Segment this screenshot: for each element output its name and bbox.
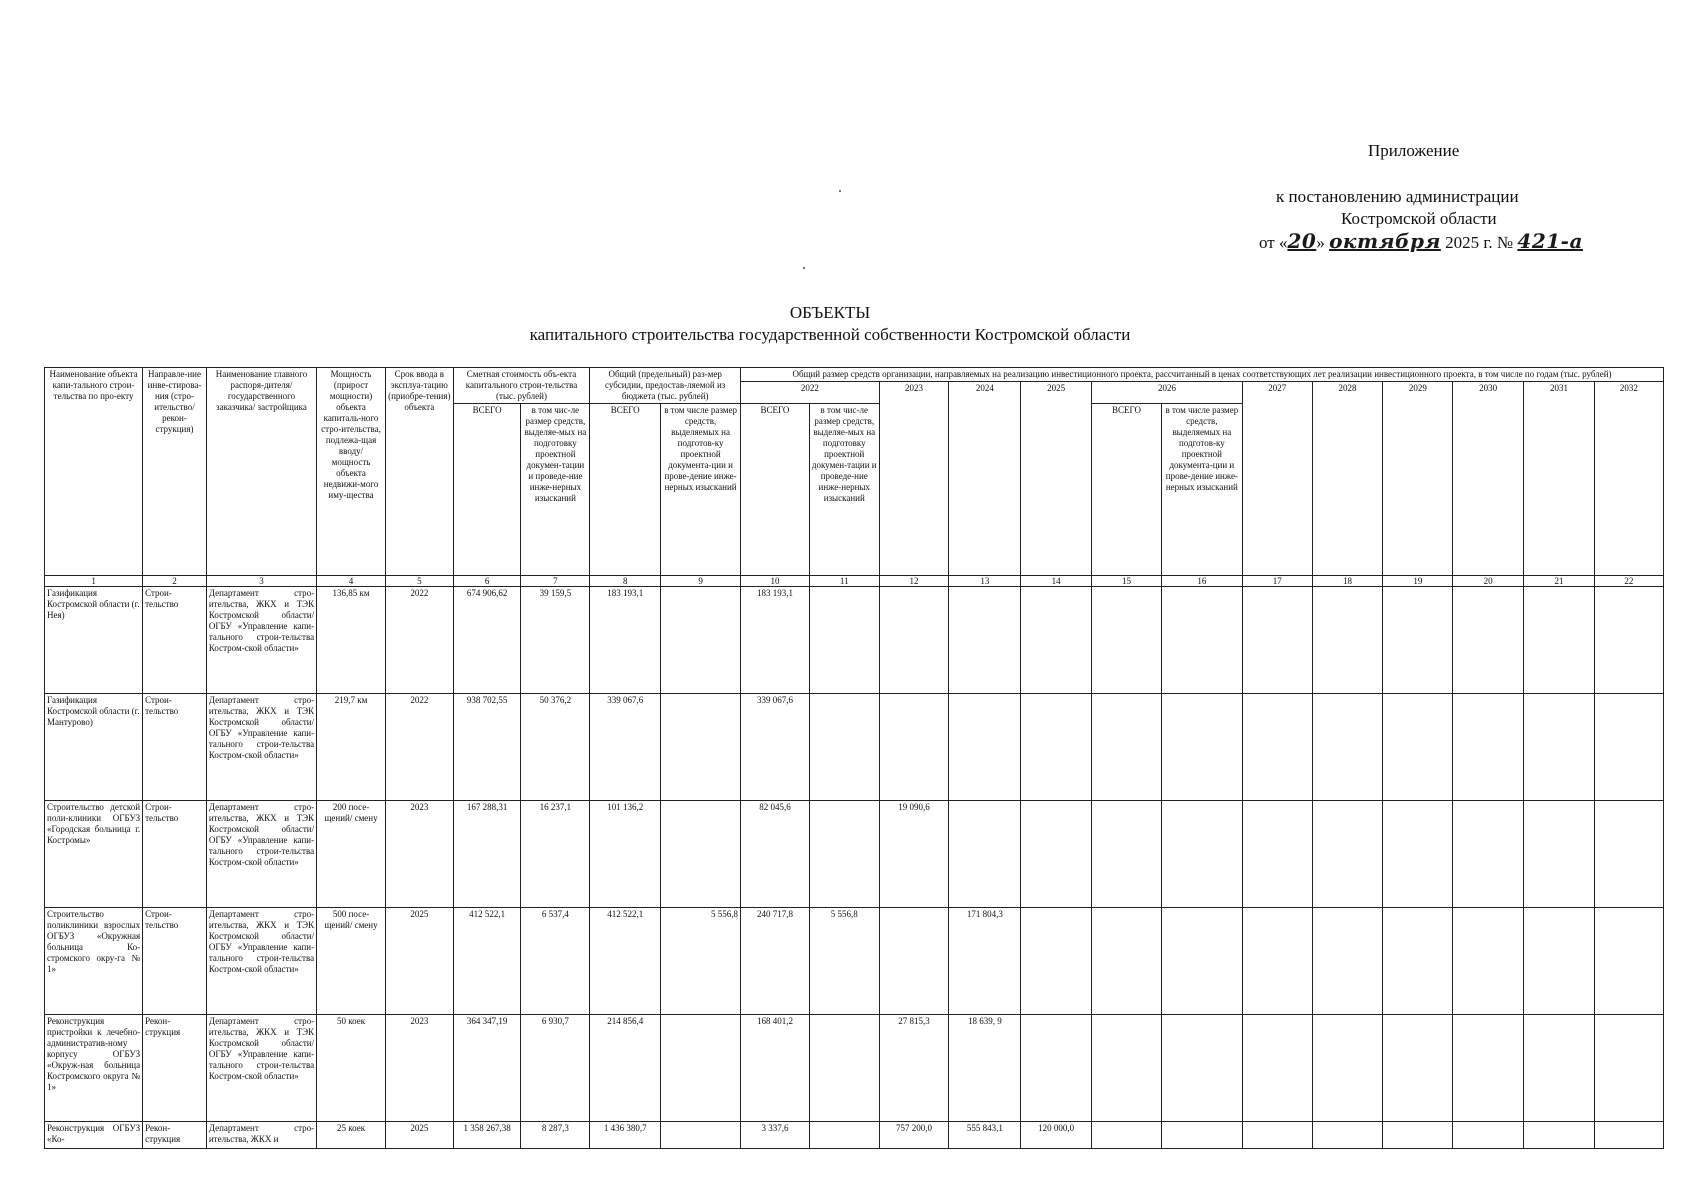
funds-2023 — [879, 694, 949, 801]
scan-speck — [839, 190, 841, 192]
funds-2026-design — [1161, 694, 1242, 801]
col-num: 14 — [1021, 576, 1092, 587]
funds-2027 — [1242, 1015, 1312, 1122]
funds-2030 — [1453, 694, 1524, 801]
table-row — [45, 1015, 1664, 1122]
commissioning-term: 2022 — [385, 694, 453, 801]
manager: Департамент стро-ительства, ЖКХ и — [206, 1122, 316, 1149]
funds-2031 — [1524, 587, 1595, 694]
col-header-term: Срок ввода в эксплуа-тацию (приобре-тения) объекта — [385, 368, 453, 576]
funds-2026 — [1092, 587, 1162, 694]
col-num: 1 — [45, 576, 143, 587]
year-2026: 2026 — [1092, 382, 1243, 404]
col-header-estimate: Сметная стоимость объ-екта капитального строи-тельства (тыс. рублей) — [453, 368, 590, 404]
funds-2029 — [1383, 694, 1453, 801]
year-2027: 2027 — [1242, 382, 1312, 576]
funds-2029 — [1383, 1015, 1453, 1122]
manager: Департамент стро-ительства, ЖКХ и ТЭК Костромской области/ОГБУ «Управление капи-тального строи-тельства Костром-ской области» — [206, 587, 316, 694]
col-num: 10 — [741, 576, 810, 587]
col-num: 8 — [590, 576, 661, 587]
funds-2023: 27 815,3 — [879, 1015, 949, 1122]
subsidy-design — [661, 587, 741, 694]
subsidy-total: 339 067,6 — [590, 694, 661, 801]
estimate-design: 50 376,2 — [521, 694, 590, 801]
estimate-total: 1 358 267,38 — [453, 1122, 521, 1149]
funds-2026 — [1092, 801, 1162, 908]
estimate-total: 674 906,62 — [453, 587, 521, 694]
funds-2028 — [1312, 908, 1383, 1015]
capacity: 500 посе-щений/ смену — [317, 908, 386, 1015]
doc-title: ОБЪЕКТЫ — [789, 303, 871, 322]
funds-2029 — [1383, 587, 1453, 694]
funds-2029 — [1383, 908, 1453, 1015]
y2026-total-header: ВСЕГО — [1092, 404, 1162, 576]
funds-2028 — [1312, 587, 1383, 694]
funds-2029 — [1383, 1122, 1453, 1149]
col-num: 21 — [1524, 576, 1595, 587]
funds-2031 — [1524, 1015, 1595, 1122]
subsidy-total: 412 522,1 — [590, 908, 661, 1015]
estimate-total: 938 702,55 — [453, 694, 521, 801]
funds-2022-design — [809, 587, 879, 694]
funds-2022-design — [809, 1122, 879, 1149]
date-month-handwritten: октября — [1329, 229, 1441, 253]
appendix-date-line — [1259, 230, 1583, 254]
subsidy-total: 214 856,4 — [590, 1015, 661, 1122]
table-row — [45, 1122, 1664, 1149]
funds-2026 — [1092, 694, 1162, 801]
col-header-name: Наименование объекта капи-тального строи-тельства по про-екту — [45, 368, 143, 576]
funds-2023: 757 200,0 — [879, 1122, 949, 1149]
col-header-subsidy: Общий (предельный) раз-мер субсидии, предостав-ляемой из бюджета (тыс. рублей) — [590, 368, 741, 404]
investment-direction: Строи-тельство — [143, 801, 207, 908]
year-2028: 2028 — [1312, 382, 1383, 576]
funds-2028 — [1312, 694, 1383, 801]
subsidy-total: 101 136,2 — [590, 801, 661, 908]
investment-direction: Строи-тельство — [143, 694, 207, 801]
funds-2025 — [1021, 1015, 1092, 1122]
y2022-design-header: в том чис-ле размер средств, выделяе-мых на подготовку проектной докумен-тации и проведе-ние инже-нерных изысканий — [809, 404, 879, 576]
funds-2030 — [1453, 587, 1524, 694]
table-row — [45, 908, 1664, 1015]
funds-2022-design — [809, 1015, 879, 1122]
commissioning-term: 2025 — [385, 908, 453, 1015]
year-2023: 2023 — [879, 382, 949, 576]
funds-2030 — [1453, 801, 1524, 908]
header-row-1 — [45, 368, 1664, 382]
year-2031: 2031 — [1524, 382, 1595, 576]
funds-2022: 339 067,6 — [741, 694, 810, 801]
funds-2027 — [1242, 1122, 1312, 1149]
col-num: 15 — [1092, 576, 1162, 587]
investment-direction: Рекон-струкция — [143, 1122, 207, 1149]
y2022-total-header: ВСЕГО — [741, 404, 810, 576]
funds-2027 — [1242, 694, 1312, 801]
col-num: 3 — [206, 576, 316, 587]
funds-2026-design — [1161, 801, 1242, 908]
estimate-design: 6 930,7 — [521, 1015, 590, 1122]
investment-direction: Рекон-струкция — [143, 1015, 207, 1122]
subsidy-total: 1 436 380,7 — [590, 1122, 661, 1149]
funds-2031 — [1524, 801, 1595, 908]
col-num: 20 — [1453, 576, 1524, 587]
funds-2030 — [1453, 908, 1524, 1015]
capacity: 50 коек — [317, 1015, 386, 1122]
col-num: 6 — [453, 576, 521, 587]
funds-2026 — [1092, 1015, 1162, 1122]
funds-2032 — [1594, 908, 1663, 1015]
funds-2025 — [1021, 801, 1092, 908]
object-name: Реконструкция пристройки к лечебно-административ-ному корпусу ОГБУЗ «Окруж-ная больница Костромского округа № 1» — [45, 1015, 143, 1122]
funds-2026 — [1092, 1122, 1162, 1149]
col-num: 11 — [809, 576, 879, 587]
col-num: 7 — [521, 576, 590, 587]
funds-2022: 3 337,6 — [741, 1122, 810, 1149]
funds-2032 — [1594, 694, 1663, 801]
funds-2024: 555 843,1 — [949, 1122, 1021, 1149]
funds-2022: 183 193,1 — [741, 587, 810, 694]
funds-2025: 120 000,0 — [1021, 1122, 1092, 1149]
funds-2026-design — [1161, 908, 1242, 1015]
funds-2032 — [1594, 1122, 1663, 1149]
year-2022: 2022 — [741, 382, 880, 404]
y2026-design-header: в том числе размер средств, выделяемых на подготов-ку проектной документа-ции и прове-дение инже-нерных изысканий — [1161, 404, 1242, 576]
investment-direction: Строи-тельство — [143, 908, 207, 1015]
funds-2022: 168 401,2 — [741, 1015, 810, 1122]
manager: Департамент стро-ительства, ЖКХ и ТЭК Костромской области/ОГБУ «Управление капи-тального строи-тельства Костром-ской области» — [206, 908, 316, 1015]
estimate-design: 16 237,1 — [521, 801, 590, 908]
capacity: 136,85 км — [317, 587, 386, 694]
sub-design-header: в том числе размер средств, выделяемых на подготов-ку проектной документа-ции и прове-дение инже-нерных изысканий — [661, 404, 741, 576]
commissioning-term: 2023 — [385, 801, 453, 908]
subsidy-design — [661, 1015, 741, 1122]
est-total-header: ВСЕГО — [453, 404, 521, 576]
funds-2022-design: 5 556,8 — [809, 908, 879, 1015]
funds-2030 — [1453, 1015, 1524, 1122]
funds-2028 — [1312, 1015, 1383, 1122]
object-name: Реконструкция ОГБУЗ «Ко- — [45, 1122, 143, 1149]
estimate-design: 8 287,3 — [521, 1122, 590, 1149]
col-num: 16 — [1161, 576, 1242, 587]
commissioning-term: 2025 — [385, 1122, 453, 1149]
date-quote-close: » — [1316, 233, 1325, 252]
col-num: 22 — [1594, 576, 1663, 587]
col-num: 2 — [143, 576, 207, 587]
funds-2032 — [1594, 1015, 1663, 1122]
sub-total-header: ВСЕГО — [590, 404, 661, 576]
funds-2024 — [949, 587, 1021, 694]
funds-2026-design — [1161, 1122, 1242, 1149]
table-row — [45, 587, 1664, 694]
object-name: Строительство поликлиники взрослых ОГБУЗ «Окружная больница Ко-стромского окру-га № 1» — [45, 908, 143, 1015]
estimate-total: 364 347,19 — [453, 1015, 521, 1122]
funds-2022: 82 045,6 — [741, 801, 810, 908]
funds-2028 — [1312, 1122, 1383, 1149]
funds-2031 — [1524, 1122, 1595, 1149]
funds-2032 — [1594, 587, 1663, 694]
funds-2030 — [1453, 1122, 1524, 1149]
date-prefix: от « — [1259, 233, 1288, 252]
subsidy-design: 5 556,8 — [661, 908, 741, 1015]
funds-2023 — [879, 908, 949, 1015]
date-year: 2025 г. № — [1445, 233, 1514, 252]
est-design-header: в том чис-ле размер средств, выделяе-мых на подготовку проектной докумен-тации и проведе-ние инже-нерных изысканий — [521, 404, 590, 576]
objects-table — [44, 367, 1664, 1149]
funds-2032 — [1594, 801, 1663, 908]
funds-2023 — [879, 587, 949, 694]
commissioning-term: 2023 — [385, 1015, 453, 1122]
table-row — [45, 694, 1664, 801]
col-num: 13 — [949, 576, 1021, 587]
col-header-org-funds: Общий размер средств организации, направляемых на реализацию инвестиционного проекта, рассчитанный в ценах соответствующих лет реализации инвестиционного проекта, в том числе по годам (тыс. рублей) — [741, 368, 1664, 382]
manager: Департамент стро-ительства, ЖКХ и ТЭК Костромской области/ОГБУ «Управление капи-тального строи-тельства Костром-ской области» — [206, 694, 316, 801]
manager: Департамент стро-ительства, ЖКХ и ТЭК Костромской области/ОГБУ «Управление капи-тального строи-тельства Костром-ской области» — [206, 801, 316, 908]
funds-2031 — [1524, 908, 1595, 1015]
year-2032: 2032 — [1594, 382, 1663, 576]
col-num: 19 — [1383, 576, 1453, 587]
appendix-line-resolution: к постановлению администрации — [1276, 187, 1519, 206]
subsidy-design — [661, 1122, 741, 1149]
estimate-design: 39 159,5 — [521, 587, 590, 694]
funds-2026-design — [1161, 1015, 1242, 1122]
commissioning-term: 2022 — [385, 587, 453, 694]
estimate-total: 412 522,1 — [453, 908, 521, 1015]
column-number-row — [45, 576, 1664, 587]
funds-2027 — [1242, 908, 1312, 1015]
col-num: 18 — [1312, 576, 1383, 587]
scan-speck — [803, 267, 805, 269]
capacity: 219,7 км — [317, 694, 386, 801]
year-2024: 2024 — [949, 382, 1021, 576]
subsidy-design — [661, 801, 741, 908]
col-header-capacity: Мощность (прирост мощности) объекта капиталь-ного стро-ительства, подлежа-щая вводу/ мощность объекта недвижи-мого иму-щества — [317, 368, 386, 576]
col-header-manager: Наименование главного распоря-дителя/ государственного заказчика/ застройщика — [206, 368, 316, 576]
funds-2024 — [949, 801, 1021, 908]
object-name: Газификация Костромской области (г. Мантурово) — [45, 694, 143, 801]
col-num: 17 — [1242, 576, 1312, 587]
funds-2026-design — [1161, 587, 1242, 694]
year-2029: 2029 — [1383, 382, 1453, 576]
col-header-direction: Направле-ние инве-стирова-ния (стро-ительство/ рекон-струкция) — [143, 368, 207, 576]
table-row — [45, 801, 1664, 908]
object-name: Газификация Костромской области (г. Нея) — [45, 587, 143, 694]
object-name: Строительство детской поли-клиники ОГБУЗ «Городская больница г. Костромы» — [45, 801, 143, 908]
estimate-design: 6 537,4 — [521, 908, 590, 1015]
funds-2025 — [1021, 908, 1092, 1015]
appendix-line-region: Костромской области — [1341, 209, 1497, 228]
investment-direction: Строи-тельство — [143, 587, 207, 694]
funds-2025 — [1021, 694, 1092, 801]
funds-2026 — [1092, 908, 1162, 1015]
funds-2029 — [1383, 801, 1453, 908]
capacity: 200 посе-щений/ смену — [317, 801, 386, 908]
col-num: 9 — [661, 576, 741, 587]
funds-2022: 240 717,8 — [741, 908, 810, 1015]
funds-2022-design — [809, 694, 879, 801]
funds-2023: 19 090,6 — [879, 801, 949, 908]
col-num: 12 — [879, 576, 949, 587]
funds-2031 — [1524, 694, 1595, 801]
doc-number-handwritten: 421-а — [1517, 229, 1583, 253]
capacity: 25 коек — [317, 1122, 386, 1149]
estimate-total: 167 288,31 — [453, 801, 521, 908]
funds-2027 — [1242, 587, 1312, 694]
doc-subtitle: капитального строительства государственной собственности Костромской области — [529, 325, 1131, 344]
funds-2027 — [1242, 801, 1312, 908]
funds-2024: 171 804,3 — [949, 908, 1021, 1015]
manager: Департамент стро-ительства, ЖКХ и ТЭК Костромской области/ОГБУ «Управление капи-тального строи-тельства Костром-ской области» — [206, 1015, 316, 1122]
funds-2025 — [1021, 587, 1092, 694]
funds-2024 — [949, 694, 1021, 801]
subsidy-total: 183 193,1 — [590, 587, 661, 694]
appendix-label: Приложение — [1368, 141, 1460, 160]
col-num: 4 — [317, 576, 386, 587]
col-num: 5 — [385, 576, 453, 587]
funds-2022-design — [809, 801, 879, 908]
year-2030: 2030 — [1453, 382, 1524, 576]
year-2025: 2025 — [1021, 382, 1092, 576]
funds-2028 — [1312, 801, 1383, 908]
subsidy-design — [661, 694, 741, 801]
date-day-handwritten: 20 — [1287, 229, 1317, 253]
funds-2024: 18 639, 9 — [949, 1015, 1021, 1122]
